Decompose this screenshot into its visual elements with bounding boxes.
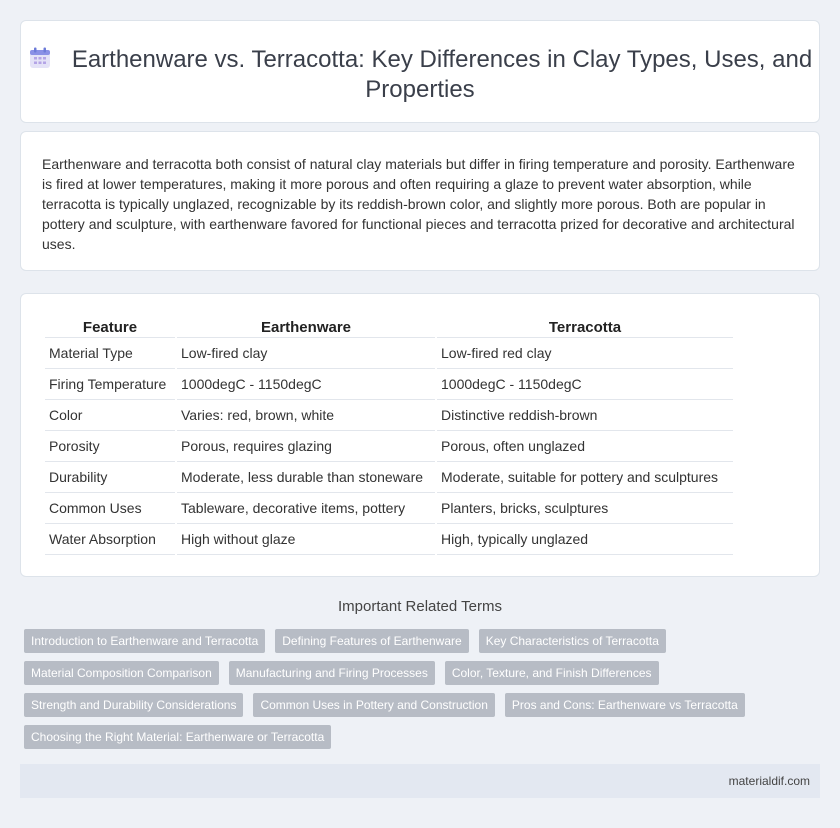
table-cell: Porosity [45,431,175,462]
related-term-tag[interactable]: Key Characteristics of Terracotta [479,629,666,653]
table-cell: Varies: red, brown, white [177,400,435,431]
table-row [45,400,733,431]
related-terms-list [24,629,814,749]
table-cell: Moderate, less durable than stoneware [177,462,435,493]
table-cell: High without glaze [177,524,435,555]
intro-card [20,131,820,271]
page-title: Earthenware vs. Terracotta: Key Differences in Clay Types, Uses, and Properties [71,46,813,103]
footer-bar [20,764,820,798]
related-term-tag[interactable]: Pros and Cons: Earthenware vs Terracotta [505,693,745,717]
related-term-tag[interactable]: Choosing the Right Material: Earthenware or Terracotta [24,725,331,749]
related-term-tag[interactable]: Common Uses in Pottery and Construction [253,693,494,717]
intro-paragraph: Earthenware and terracotta both consist of natural clay materials but differ in firing temperature and porosity. Earthenware is fired at lower temperatures, making it more porous and often requiring a glaze to prevent water absorption, while terracotta is typically unglazed, recognizable by its reddish-brown color, and slightly more porous. Both are popular in pottery and sculpture, with earthenware favored for functional pieces and terracotta prized for decorative and architectural uses. [42,156,795,252]
table-header-row [45,312,733,338]
related-term-tag[interactable]: Color, Texture, and Finish Differences [445,661,659,685]
table-cell: Water Absorption [45,524,175,555]
page-title-block [21,45,819,105]
table-cell: Common Uses [45,493,175,524]
calendar-icon [28,46,52,70]
footer-site-link[interactable]: materialdif.com [728,774,810,788]
related-terms-heading: Important Related Terms [338,598,502,615]
table-cell: Planters, bricks, sculptures [437,493,733,524]
table-cell: High, typically unglazed [437,524,733,555]
related-term-tag[interactable]: Introduction to Earthenware and Terracotta [24,629,265,653]
comparison-table [43,312,735,555]
related-term-tag[interactable]: Manufacturing and Firing Processes [229,661,435,685]
table-row [45,431,733,462]
table-cell: Low-fired clay [177,338,435,369]
table-cell: Low-fired red clay [437,338,733,369]
table-cell: Durability [45,462,175,493]
table-row [45,462,733,493]
table-cell: Moderate, suitable for pottery and sculptures [437,462,733,493]
table-cell: Color [45,400,175,431]
table-cell: 1000degC - 1150degC [177,369,435,400]
table-cell: Firing Temperature [45,369,175,400]
table-cell: Material Type [45,338,175,369]
table-cell: 1000degC - 1150degC [437,369,733,400]
table-row [45,524,733,555]
table-row [45,338,733,369]
comparison-card [20,293,820,577]
table-cell: Distinctive reddish-brown [437,400,733,431]
table-row [45,493,733,524]
table-cell: Porous, often unglazed [437,431,733,462]
table-cell: Porous, requires glazing [177,431,435,462]
related-term-tag[interactable]: Material Composition Comparison [24,661,219,685]
table-cell: Tableware, decorative items, pottery [177,493,435,524]
header-card [20,20,820,123]
table-row [45,369,733,400]
header-terracotta: Terracotta [437,312,733,338]
related-term-tag[interactable]: Defining Features of Earthenware [275,629,468,653]
header-earthenware: Earthenware [177,312,435,338]
related-term-tag[interactable]: Strength and Durability Considerations [24,693,243,717]
header-feature: Feature [45,312,175,338]
